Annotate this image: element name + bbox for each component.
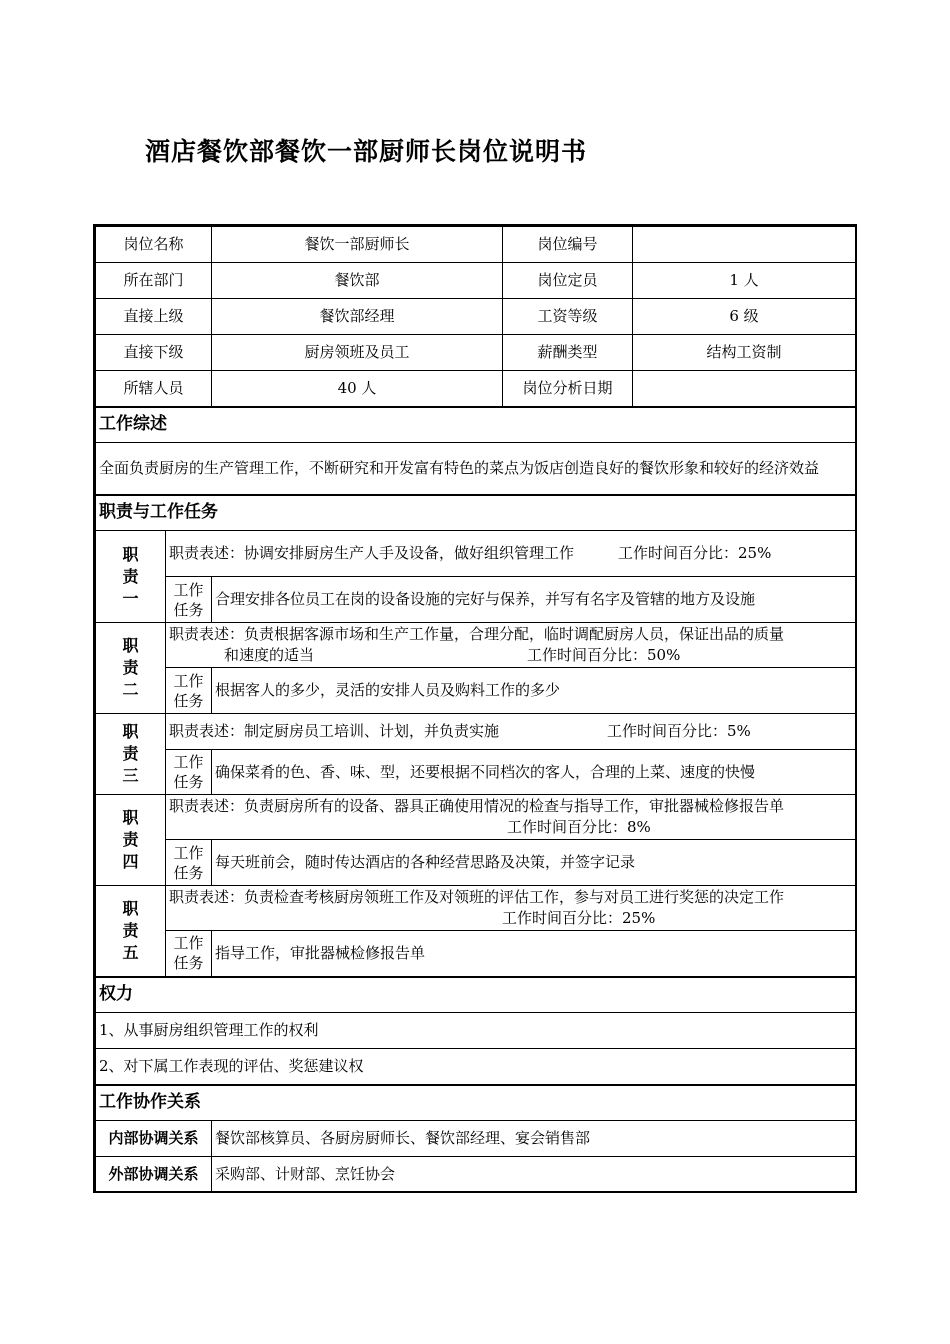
info-row [96, 335, 856, 371]
duty-time-percent: 工作时间百分比：25% [502, 909, 656, 927]
duty-row [96, 531, 856, 577]
task-label [166, 840, 212, 886]
info-key: 工资等级 [503, 299, 633, 335]
task-text: 根据客人的多少，灵活的安排人员及购料工作的多少 [212, 668, 856, 714]
info-value: 结构工资制 [633, 335, 856, 371]
duty-label-text: 职责一 [122, 544, 139, 608]
duty-label [96, 531, 166, 623]
duty-label [96, 886, 166, 977]
duty-desc-text: 职责表述：负责厨房所有的设备、器具正确使用情况的检查与指导工作，审批器械检修报告单 [169, 797, 785, 815]
summary-text: 全面负责厨房的生产管理工作，不断研究和开发富有特色的菜点为饭店创造良好的餐饮形象和较好的经济效益 [96, 443, 856, 495]
duty-time-percent: 工作时间百分比：50% [527, 646, 681, 664]
info-value: 厨房领班及员工 [212, 335, 503, 371]
duty-description [166, 886, 856, 931]
duty-desc-text: 职责表述：负责检查考核厨房领班工作及对领班的评估工作，参与对员工进行奖惩的决定工作 [169, 888, 785, 906]
task-label [166, 577, 212, 623]
task-label-text: 工作任务 [173, 934, 204, 973]
task-label [166, 931, 212, 977]
duty-desc-text: 职责表述：制定厨房员工培训、计划，并负责实施 [169, 722, 500, 740]
info-value: 6 级 [633, 299, 856, 335]
duty-row [96, 623, 856, 668]
task-text: 指导工作，审批器械检修报告单 [212, 931, 856, 977]
info-row [96, 227, 856, 263]
duty-time-percent: 工作时间百分比：25% [618, 544, 772, 562]
duty-desc-text: 职责表述：负责根据客源市场和生产工作量，合理分配，临时调配厨房人员，保证出品的质量 [169, 625, 785, 643]
duty-desc-text-cont: 和速度的适当 [224, 646, 315, 664]
task-label [166, 668, 212, 714]
info-key: 直接下级 [96, 335, 212, 371]
external-relations-value: 采购部、计财部、烹饪协会 [212, 1157, 856, 1193]
info-key: 所辖人员 [96, 371, 212, 407]
info-key: 岗位定员 [503, 263, 633, 299]
duty-label [96, 795, 166, 886]
duty-label-text: 职责二 [122, 636, 139, 699]
info-value: 餐饮一部厨师长 [212, 227, 503, 263]
relations-heading: 工作协作关系 [96, 1085, 856, 1121]
info-value [633, 227, 856, 263]
external-relations-label: 外部协调关系 [96, 1157, 212, 1193]
info-value: 40 人 [212, 371, 503, 407]
duty-description [166, 623, 856, 668]
task-label-text: 工作任务 [173, 843, 204, 882]
duty-time-percent: 工作时间百分比：8% [507, 818, 651, 836]
task-label-text: 工作任务 [173, 671, 204, 710]
task-label [166, 750, 212, 795]
internal-relations-label: 内部协调关系 [96, 1121, 212, 1157]
info-key: 所在部门 [96, 263, 212, 299]
info-key: 岗位名称 [96, 227, 212, 263]
info-value: 餐饮部 [212, 263, 503, 299]
duty-row [96, 886, 856, 931]
info-row [96, 299, 856, 335]
duty-desc-text: 职责表述：协调安排厨房生产人手及设备，做好组织管理工作 [169, 544, 575, 562]
duty-description [166, 714, 856, 750]
info-key: 薪酬类型 [503, 335, 633, 371]
summary-heading: 工作综述 [96, 407, 856, 443]
duty-time-percent: 工作时间百分比：5% [607, 722, 751, 740]
info-row [96, 371, 856, 407]
task-text: 每天班前会，随时传达酒店的各种经营思路及决策，并签字记录 [212, 840, 856, 886]
page-title: 酒店餐饮部餐饮一部厨师长岗位说明书 [145, 137, 588, 166]
authority-item: 2、对下属工作表现的评估、奖惩建议权 [96, 1049, 856, 1085]
duty-label [96, 623, 166, 714]
info-value: 1 人 [633, 263, 856, 299]
task-label-text: 工作任务 [173, 753, 204, 791]
job-description-table [93, 224, 857, 1193]
duty-label [96, 714, 166, 795]
info-key: 直接上级 [96, 299, 212, 335]
authority-heading: 权力 [96, 977, 856, 1013]
task-label-text: 工作任务 [173, 580, 204, 619]
task-text: 合理安排各位员工在岗的设备设施的完好与保养，并写有名字及管辖的地方及设施 [212, 577, 856, 623]
duty-label-text: 职责三 [122, 722, 139, 785]
duty-description [166, 795, 856, 840]
duty-description [166, 531, 856, 577]
duties-heading: 职责与工作任务 [96, 495, 856, 531]
info-row [96, 263, 856, 299]
info-value: 餐饮部经理 [212, 299, 503, 335]
duty-row [96, 714, 856, 750]
internal-relations-value: 餐饮部核算员、各厨房厨师长、餐饮部经理、宴会销售部 [212, 1121, 856, 1157]
duty-label-text: 职责四 [122, 808, 139, 871]
duty-row [96, 795, 856, 840]
info-key: 岗位分析日期 [503, 371, 633, 407]
info-key: 岗位编号 [503, 227, 633, 263]
task-text: 确保菜肴的色、香、味、型，还要根据不同档次的客人，合理的上菜、速度的快慢 [212, 750, 856, 795]
info-value [633, 371, 856, 407]
authority-item: 1、从事厨房组织管理工作的权利 [96, 1013, 856, 1049]
duty-label-text: 职责五 [122, 898, 139, 962]
